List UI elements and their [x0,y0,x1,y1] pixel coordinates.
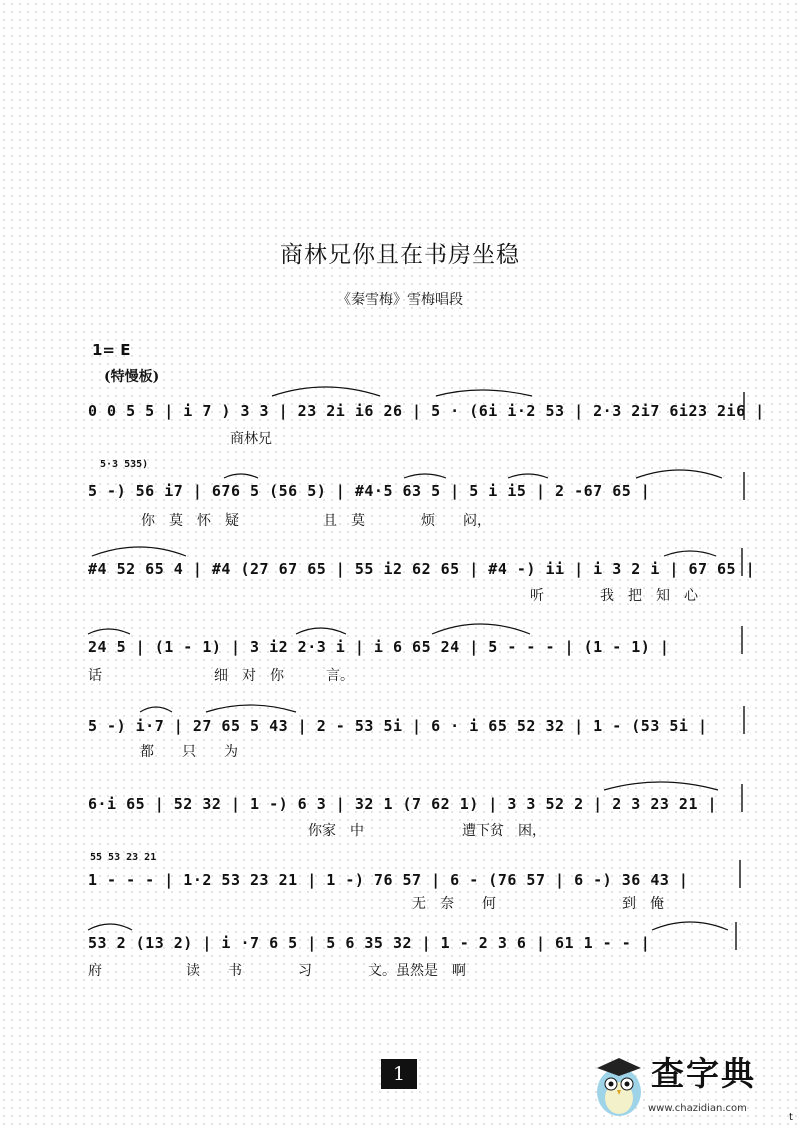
lyric-line-8: 府 读 书 习 文。虽然是 啊 [88,963,466,979]
song-subtitle: 《秦雪梅》雪梅唱段 [337,292,463,308]
notation-line-6: 6·i 65 | 52 32 | 1 -) 6 3 | 32 1 (7 62 1) | 3 3 52 2 | 2 3 23 21 | [88,795,718,813]
lyric-line-5: 都 只 为 [140,744,238,760]
slur-mark [140,707,172,712]
notation-line-2: 5 -) 56 i7 | 676 5 (56 5) | #4·5 63 5 | 5 i i5 | 2 -67 65 | [88,482,651,500]
slur-mark [92,547,186,556]
slur-mark [206,705,296,712]
slur-mark [636,470,722,478]
notation-line-8: 53 2 (13 2) | i ·7 6 5 | 5 6 35 32 | 1 - 2 3 6 | 61 1 - - | [88,934,651,952]
notation-line-1: 0 0 5 5 | i 7 ) 3 3 | 23 2i i6 26 | 5 · (6i i·2 53 | 2·3 2i7 6i23 2i6 | [88,402,765,420]
song-title: 商林兄你且在书房坐稳 [280,242,520,268]
grace-notes-line-2: 5·3 535) [100,459,149,470]
notation-line-4: 24 5 | (1 - 1) | 3 i2 2·3 i | i 6 65 24 | 5 - - - | (1 - 1) | [88,638,670,656]
slur-mark [508,474,548,478]
notation-line-5: 5 -) i·7 | 27 65 5 43 | 2 - 53 5i | 6 · i 65 52 32 | 1 - (53 5i | [88,717,708,735]
lyric-line-7: 无 奈 何 到 俺 [412,896,664,912]
slur-mark [272,387,380,396]
lyric-line-2: 你 莫 怀 疑 且 莫 烦 闷， [141,513,491,529]
slur-mark [404,474,446,478]
slur-mark [436,390,532,396]
bar-lines [736,392,744,950]
slur-mark [88,924,132,930]
slur-mark [432,624,530,634]
lyric-line-1: 商林兄 [230,431,272,447]
slur-mark [604,782,718,790]
page-number: 1 [381,1059,417,1089]
slur-mark [664,551,716,556]
slur-mark [88,629,130,634]
lyric-line-3: 听 我 把 知 心 [530,588,698,604]
slur-mark [652,922,728,930]
tempo-marking: (特慢板) [104,369,160,385]
lyric-line-4: 话 细 对 你 言。 [88,668,354,684]
notation-line-7: 1 - - - | 1·2 53 23 21 | 1 -) 76 57 | 6 - (76 57 | 6 -) 36 43 | [88,871,689,889]
slur-mark [296,628,346,634]
edge-letter: t [789,1112,793,1123]
key-signature: 1= E [92,341,131,359]
notation-line-3: #4 52 65 4 | #4 (27 67 65 | 55 i2 62 65 | #4 -) ii | i 3 2 i | 67 65 | [88,560,756,578]
watermark-url: www.chazidian.com [648,1103,747,1114]
watermark-brand: 查字典 [651,1054,756,1093]
watermark-logo [585,1046,781,1126]
grace-notes-line-7: 55 53 23 21 [90,852,157,863]
lyric-line-6: 你家 中 遭下贫 困， [308,823,546,839]
slur-mark [224,474,258,478]
owl-mascot-icon [589,1050,649,1120]
